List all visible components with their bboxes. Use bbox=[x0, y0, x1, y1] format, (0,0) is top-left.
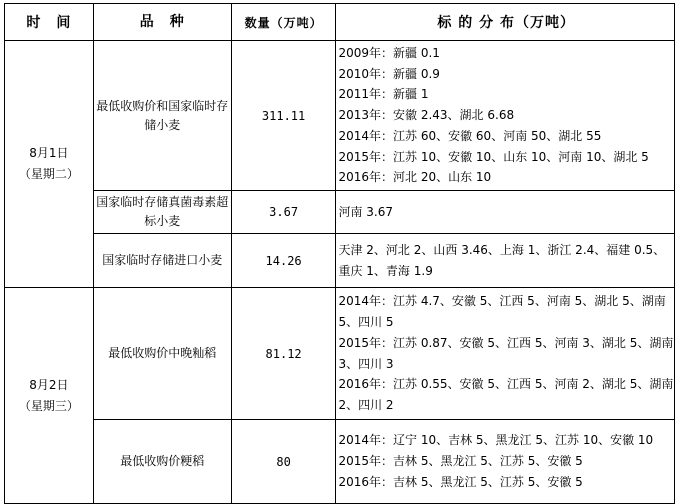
table-row bbox=[5, 420, 675, 504]
table-row bbox=[5, 191, 675, 234]
distribution-line: 天津 2、河北 2、山西 3.46、上海 1、浙江 2.4、福建 0.5、重庆 1、青海 1.9 bbox=[338, 242, 666, 278]
distribution-line: 2014年：辽宁 10、吉林 5、黑龙江 5、江苏 10、安徽 10 bbox=[338, 433, 654, 448]
distribution-line: 2013年：安徽 2.43、湖北 6.68 bbox=[338, 108, 515, 123]
distribution-line: 2015年：吉林 5、黑龙江 5、江苏 5、安徽 5 bbox=[338, 454, 583, 469]
table-row bbox=[5, 41, 675, 191]
date-label: 8月2日 bbox=[29, 377, 69, 392]
weekday-label: （星期三） bbox=[18, 398, 79, 413]
quantity-cell: 14.26 bbox=[231, 234, 336, 288]
table-row bbox=[5, 288, 675, 420]
distribution-cell bbox=[336, 234, 675, 288]
distribution-line: 河南 3.67 bbox=[338, 204, 394, 219]
variety-cell: 最低收购价粳稻 bbox=[93, 420, 231, 504]
header-variety: 品 种 bbox=[93, 4, 231, 41]
weekday-label: （星期二） bbox=[18, 167, 79, 181]
distribution-line: 2009年：新疆 0.1 bbox=[338, 45, 440, 60]
variety-cell: 国家临时存储进口小麦 bbox=[93, 234, 231, 288]
quantity-cell: 311.11 bbox=[231, 41, 336, 191]
distribution-line: 2014年：江苏 4.7、安徽 5、江西 5、河南 5、湖北 5、湖南 5、四川 5 bbox=[338, 294, 666, 329]
header-quantity: 数量（万吨） bbox=[231, 4, 336, 41]
distribution-cell bbox=[336, 41, 675, 191]
header-distribution: 标 的 分 布（万吨） bbox=[336, 4, 675, 41]
distribution-line: 2011年：新疆 1 bbox=[338, 87, 429, 102]
distribution-line: 2015年：江苏 10、安徽 10、山东 10、河南 10、湖北 5 bbox=[338, 149, 649, 164]
distribution-cell bbox=[336, 191, 675, 234]
quantity-cell: 81.12 bbox=[231, 288, 336, 420]
auction-table bbox=[4, 3, 675, 504]
quantity-cell: 3.67 bbox=[231, 191, 336, 234]
header-row bbox=[5, 4, 675, 41]
variety-cell: 国家临时存储真菌毒素超标小麦 bbox=[93, 191, 231, 234]
distribution-cell bbox=[336, 288, 675, 420]
table-row bbox=[5, 234, 675, 288]
distribution-line: 2010年：新疆 0.9 bbox=[338, 66, 440, 81]
distribution-line: 2016年：河北 20、山东 10 bbox=[338, 170, 492, 185]
date-cell bbox=[5, 41, 94, 288]
date-cell bbox=[5, 288, 94, 504]
distribution-line: 2014年：江苏 60、安徽 60、河南 50、湖北 55 bbox=[338, 128, 602, 143]
distribution-cell bbox=[336, 420, 675, 504]
distribution-line: 2016年：江苏 0.55、安徽 5、江西 5、河南 2、湖北 5、湖南 2、四川 2 bbox=[338, 377, 674, 413]
variety-cell: 最低收购价中晚籼稻 bbox=[93, 288, 231, 420]
quantity-cell: 80 bbox=[231, 420, 336, 504]
date-label: 8月1日 bbox=[29, 146, 69, 160]
distribution-line: 2015年：江苏 0.87、安徽 5、江西 5、河南 3、湖北 5、湖南 3、四川 3 bbox=[338, 335, 674, 371]
distribution-line: 2016年：吉林 5、黑龙江 5、江苏 5、安徽 5 bbox=[338, 474, 583, 489]
header-time: 时 间 bbox=[5, 4, 94, 41]
variety-cell: 最低收购价和国家临时存储小麦 bbox=[93, 41, 231, 191]
